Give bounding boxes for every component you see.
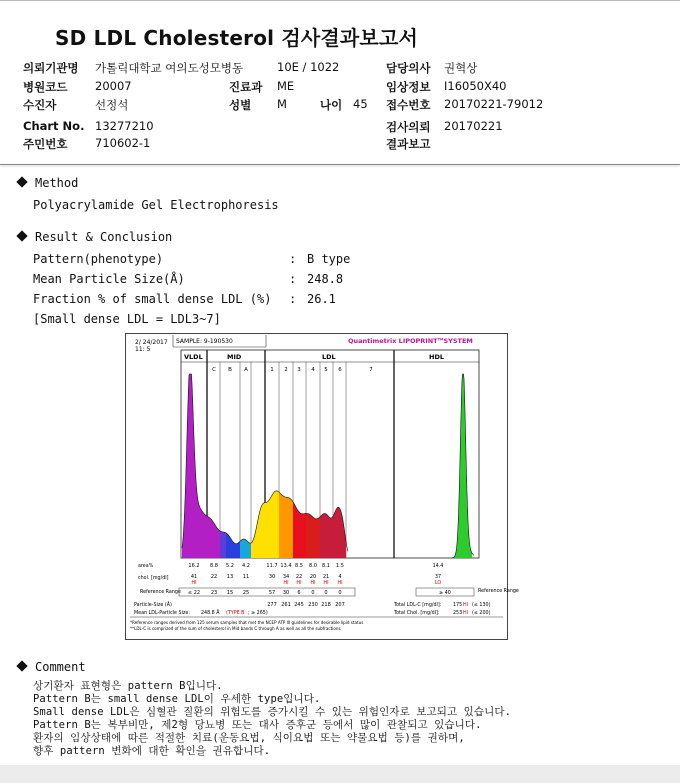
receipt-value: 20170221-79012 [444, 97, 544, 111]
method-heading [18, 176, 78, 190]
doctor-label: 담당의사 [386, 61, 431, 75]
clinical-label: 임상정보 [386, 80, 431, 94]
table-columns [188, 563, 345, 608]
hdl-area-value: 14.4 [432, 564, 444, 569]
area-value: 8.1 [322, 563, 330, 569]
curve-segment-hdl [452, 374, 472, 558]
particle-size-value: 207 [335, 602, 345, 608]
lipoprint-chart-svg [126, 334, 519, 639]
comment-heading-text: Comment [35, 660, 86, 674]
header-divider [0, 164, 680, 165]
chol-value: 21 [322, 574, 330, 580]
group-label-ldl: LDL [322, 353, 336, 361]
ref-value: 0 [338, 590, 342, 596]
particle-size-value: 218 [321, 602, 331, 608]
comment-line: Pattern B는 small dense LDL이 우세한 type입니다. [33, 693, 321, 705]
resident-label: 주민번호 [23, 137, 68, 151]
sex-label: 성별 [229, 98, 252, 112]
chol-value: 34 [282, 574, 290, 580]
result-label-pattern: Pattern(phenotype) [33, 252, 164, 266]
ref-value: 0 [311, 590, 315, 596]
hospital-code-value: 20007 [95, 79, 132, 93]
age-value: 45 [353, 97, 368, 111]
curve-segment-2 [279, 492, 293, 558]
total-chol-flag: HI [463, 611, 469, 616]
result-sep: : [289, 252, 297, 266]
mean-size-type: (TYPE B [226, 611, 245, 616]
curve-segment-b [226, 533, 240, 558]
total-ldl-label: Total LDL-C [mg/dl]: [394, 603, 442, 608]
doctor-value: 권혁상 [444, 61, 478, 75]
group-label-mid: MID [227, 353, 242, 361]
result-sep: : [289, 272, 297, 286]
particle-size-value: 277 [267, 602, 277, 608]
comment-line: 환자의 임상상태에 따른 적절한 치료(운동요법, 식이요법 또는 약물요법 등)를 권하며, [33, 732, 465, 744]
band-label-c: C [212, 367, 216, 373]
dept-label: 진료과 [229, 80, 263, 94]
result-label-fraction: Fraction % of small dense LDL (%) [33, 292, 272, 306]
diamond-bullet-icon [16, 230, 27, 241]
ref-label-right: Reference Range [478, 589, 519, 594]
result-note: [Small dense LDL = LDL3~7] [33, 312, 221, 326]
hdl-ref-value: ≥ 40 [439, 591, 451, 596]
chart-brand-suffix: SYSTEM [443, 337, 473, 345]
ref-value: ≤ 22 [187, 590, 201, 596]
ref-value: 25 [242, 590, 250, 596]
area-value: 11.7 [266, 563, 278, 569]
result-sep: : [289, 292, 297, 306]
top-border [0, 0, 680, 11]
comment-line: 상기환자 표현형은 pattern B입니다. [33, 680, 223, 692]
particle-size-value: 230 [308, 602, 318, 608]
result-value-pattern: B type [307, 252, 351, 266]
ref-value: 30 [282, 590, 290, 596]
mean-size-value: 248.8 Å [201, 611, 220, 616]
result-value-fraction: 26.1 [307, 292, 336, 306]
chart-brand-tm: TM [437, 337, 444, 342]
area-value: 1.5 [336, 563, 344, 569]
particle-size-value: 245 [294, 602, 304, 608]
band-label-3: 3 [297, 367, 301, 373]
ref-value: 15 [226, 590, 234, 596]
institution-value: 가톨릭대학교 여의도성모병동 [95, 61, 244, 75]
total-chol-label: Total Chol. [mg/dl]: [394, 611, 440, 616]
chol-value: 4 [338, 574, 342, 580]
curve-segment-a [240, 539, 251, 558]
page-footer-bar [0, 765, 680, 783]
chart-no-label: Chart No. [23, 119, 85, 133]
diamond-bullet-icon [16, 660, 27, 671]
band-label-b: B [228, 367, 232, 373]
chol-value: 22 [295, 574, 303, 580]
chart-no-value: 13277210 [95, 119, 154, 133]
chart-brand-name: Quantimetrix LIPOPRINT [348, 337, 438, 345]
band-label-2: 2 [284, 367, 288, 373]
area-value: 5.2 [226, 563, 234, 569]
band-label-4: 4 [311, 367, 315, 373]
chart-brand [348, 337, 473, 345]
age-label: 나이 [320, 98, 343, 112]
lipoprint-chart [125, 333, 519, 640]
band-label-7: 7 [369, 367, 373, 373]
chol-value: 20 [309, 574, 317, 580]
chol-label: chol. [mg/dl] [138, 576, 169, 581]
institution-label: 의뢰기관명 [23, 61, 79, 75]
ref-label-left-text: Reference Range [140, 590, 181, 595]
ref-value: 57 [268, 590, 276, 596]
clinical-value: I16050X40 [444, 79, 507, 93]
total-ldl-value: 175 [453, 603, 463, 608]
result-value-size: 248.8 [307, 272, 344, 286]
curve-segment-4 [306, 513, 320, 558]
report-title: SD LDL Cholesterol 검사결과보고서 [55, 26, 418, 50]
chol-flag: HI [283, 580, 289, 586]
result-heading-text: Result & Conclusion [35, 230, 173, 244]
comment-heading [18, 660, 86, 674]
band-label-6: 6 [338, 367, 342, 373]
dept-value: ME [277, 79, 295, 93]
curve-segment-6 [333, 507, 346, 558]
method-heading-text: Method [35, 176, 79, 190]
group-label-vldl: VLDL [184, 353, 203, 361]
result-heading [18, 230, 172, 244]
ward-value: 10E / 1022 [277, 60, 340, 74]
patient-label: 수진자 [23, 98, 57, 112]
method-text: Polyacrylamide Gel Electrophoresis [33, 198, 279, 212]
area-value: 8.8 [210, 563, 218, 569]
receipt-label: 접수번호 [386, 98, 431, 112]
chol-flag: HI [337, 580, 343, 586]
chol-flag: HI [323, 580, 329, 586]
sex-value: M [277, 97, 287, 111]
chart-time: 11: 5 [135, 346, 151, 353]
resident-value: 710602-1 [95, 136, 151, 150]
chart-sample: SAMPLE: 9-190530 [176, 338, 233, 345]
chart-date: 2/ 24/2017 [135, 339, 168, 346]
area-value: 8.5 [295, 563, 303, 569]
band-label-1: 1 [270, 367, 274, 373]
particle-size-label: Particle-Size (Å) [134, 603, 172, 608]
patient-value: 선정석 [95, 98, 129, 112]
ref-range-box [179, 588, 355, 596]
band-label-5: 5 [324, 367, 328, 373]
curve-segment-5 [320, 513, 333, 558]
hdl-chol-flag: LO [434, 581, 442, 586]
total-ldl-ref: (≤ 130) [472, 603, 491, 608]
chart-footnote-2: **LDL-C is comprized of the sum of cholesterol in Mid bands C through A as well as all the subfractions [130, 626, 341, 631]
mean-size-label: Mean LDL-Particle Size: [134, 611, 190, 616]
diamond-bullet-icon [16, 176, 27, 187]
hospital-code-label: 병원코드 [23, 80, 68, 94]
ref-label-left [140, 589, 181, 595]
area-value: 16.2 [188, 563, 200, 569]
curve-segment-3 [293, 502, 306, 558]
area-value: 13.4 [280, 563, 292, 569]
ref-value: 6 [297, 590, 301, 596]
comment-line: Small dense LDL은 심혈관 질환의 위험도를 증가시킬 수 있는 위험인자로 보고되고 있습니다. [33, 706, 512, 718]
curve-fills [182, 374, 474, 558]
band-label-a: A [244, 367, 248, 373]
chol-value: 22 [210, 574, 218, 580]
result-label-size: Mean Particle Size(Å) [33, 272, 185, 286]
chol-value: 13 [226, 574, 234, 580]
area-value: 8.0 [309, 563, 317, 569]
group-label-hdl: HDL [429, 353, 444, 361]
particle-size-value: 261 [281, 602, 291, 608]
chol-value: 41 [190, 574, 198, 580]
chol-value: 11 [242, 574, 250, 580]
comment-line: Pattern B는 복부비만, 제2형 당뇨병 또는 대사 증후군 등에서 많이 관찰되고 있습니다. [33, 719, 482, 731]
area-value: 4.2 [242, 563, 250, 569]
area-label: area% [138, 564, 154, 569]
ref-value: 23 [210, 590, 218, 596]
total-chol-value: 253 [453, 611, 463, 616]
chart-footnote-1: *Reference ranges derived from 125 serum samples that met the NCEP ATP III guidelines for desirable lipid status [130, 620, 364, 625]
request-value: 20170221 [444, 119, 503, 133]
total-ldl-flag: HI [463, 603, 469, 608]
ref-value: 0 [324, 590, 328, 596]
request-label: 검사의뢰 [386, 120, 431, 134]
chol-value: 30 [268, 574, 276, 580]
comment-line: 향후 pattern 변화에 대한 확인을 권유합니다. [33, 745, 271, 757]
curve-segment-c [220, 531, 226, 558]
report-date-label: 결과보고 [386, 137, 431, 151]
chol-flag: HI [296, 580, 302, 586]
chol-flag: HI [310, 580, 316, 586]
hdl-chol-value: 37 [434, 575, 442, 580]
mean-size-ref: ; ≥ 265) [248, 611, 268, 616]
chol-flag: HI [191, 580, 197, 586]
total-chol-ref: (≤ 200) [472, 611, 491, 616]
